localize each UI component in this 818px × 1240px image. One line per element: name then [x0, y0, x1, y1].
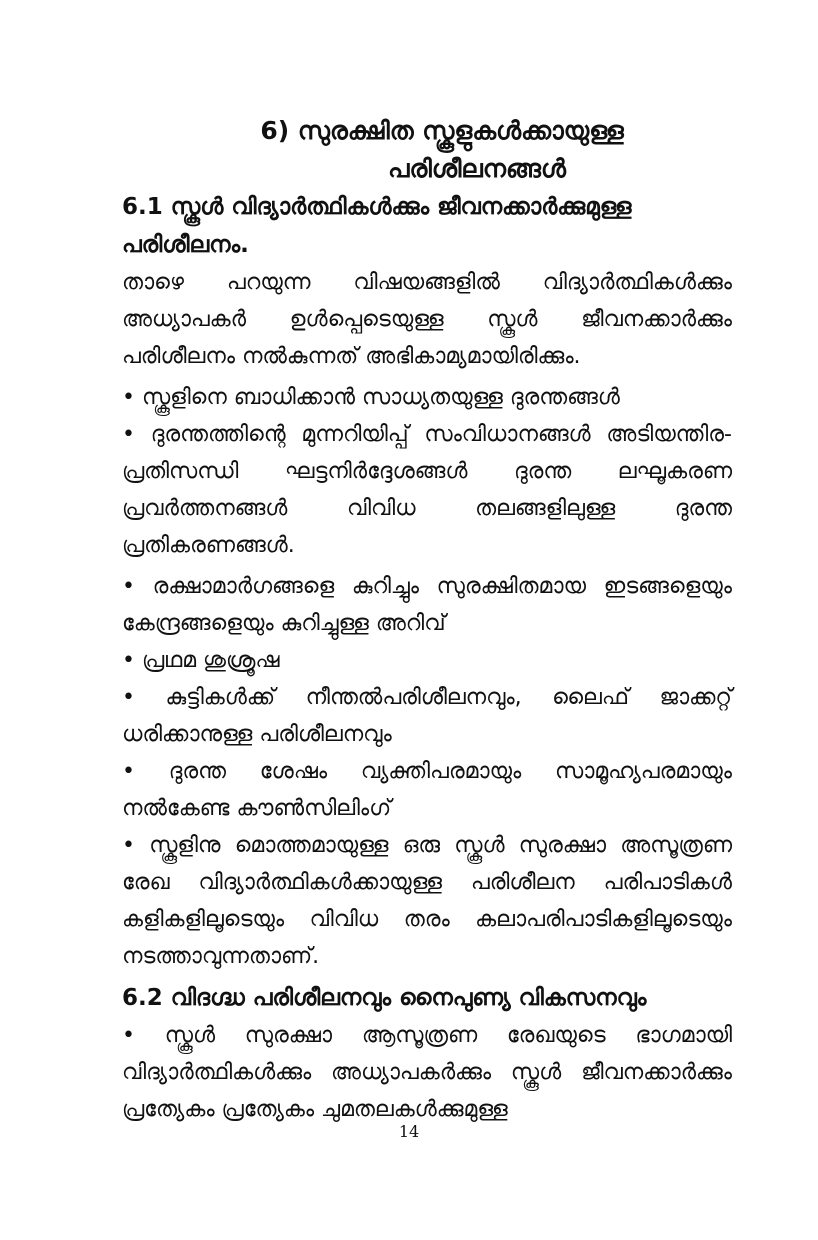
chapter-heading-line1: 6) സുരക്ഷിത സ്കൂളുകൾക്കായുള്ള — [260, 116, 624, 145]
bullet-item: • ദുരന്ത ശേഷം വ്യക്തിപരമായും സാമൂഹ്യപരമായും നൽകേണ്ട കൗൺസിലിംഗ് — [122, 759, 732, 821]
chapter-heading — [122, 112, 732, 188]
section-6-2-title: 6.2 വിദഗ്ദ്ധ പരിശീലനവും നൈപുണ്യ വികസനവും — [122, 985, 647, 1011]
bullet-item: • സ്കൂൾ സുരക്ഷാ ആസൂത്രണ രേഖയുടെ ഭാഗമായി വിദ്യാർത്ഥികൾക്കും അധ്യാപകർക്കും സ്കൂൾ ജീവനക്കാർക്കും പ്രത്യേകം പ്രത്യേകം ചുമതലകൾക്കുമുള്ള — [122, 1023, 732, 1122]
bullet-item: • പ്രഥമ ശുശ്രൂഷ — [122, 648, 280, 673]
bullet-item: • കുട്ടികൾക്ക് നീന്തൽപരിശീലനവും, ലൈഫ് ജാക്കറ്റ് ധരിക്കാനുള്ള പരിശീലനവും — [122, 685, 732, 747]
bullet-item: • ദുരന്തത്തിന്റെ മുന്നറിയിപ്പ് സംവിധാനങ്ങൾ അടിയന്തിര-പ്രതിസന്ധി ഘട്ടനിർദ്ദേശങ്ങൾ ദുരന്ത ലഘൂകരണ പ്രവർത്തനങ്ങൾ വിവിധ തലങ്ങളിലുള്ള ദുരന്ത പ്രതികരണങ്ങൾ. — [122, 422, 732, 558]
bullet-item: • സ്കൂളിനെ ബാധിക്കാൻ സാധ്യതയുള്ള ദുരന്തങ്ങൾ — [122, 385, 620, 410]
page-number: 14 — [398, 1122, 420, 1141]
section-6-1-title: 6.1 സ്കൂൾ വിദ്യാർത്ഥികൾക്കും ജീവനക്കാർക്കുമുള്ള പരിശീലനം. — [122, 194, 632, 258]
page-content — [122, 112, 732, 1128]
chapter-heading-line2: പരിശീലനങ്ങൾ — [388, 154, 566, 183]
bullet-item: • സ്കൂളിനു മൊത്തമായുള്ള ഒരു സ്കൂൾ സുരക്ഷാ അസൂത്രണ രേഖ വിദ്യാർത്ഥികൾക്കായുള്ള പരിശീലന പരിപാടികൾ കളികളിലൂടെയും വിവിധ തരം കലാപരിപാടികളിലൂടെയും നടത്താവുന്നതാണ്. — [122, 833, 732, 969]
bullet-item: • രക്ഷാമാർഗങ്ങളെ കുറിച്ചും സുരക്ഷിതമായ ഇടങ്ങളെയും കേന്ദ്രങ്ങളെയും കുറിച്ചുള്ള അറിവ് — [122, 574, 732, 636]
section-6-1-intro: താഴെ പറയുന്ന വിഷയങ്ങളിൽ വിദ്യാർത്ഥികൾക്കും അധ്യാപകർ ഉൾപ്പെടെയുള്ള സ്കൂൾ ജീവനക്കാർക്കും പരിശീലനം നൽകുന്നത് അഭികാമ്യമായിരിക്കും. — [122, 270, 732, 369]
